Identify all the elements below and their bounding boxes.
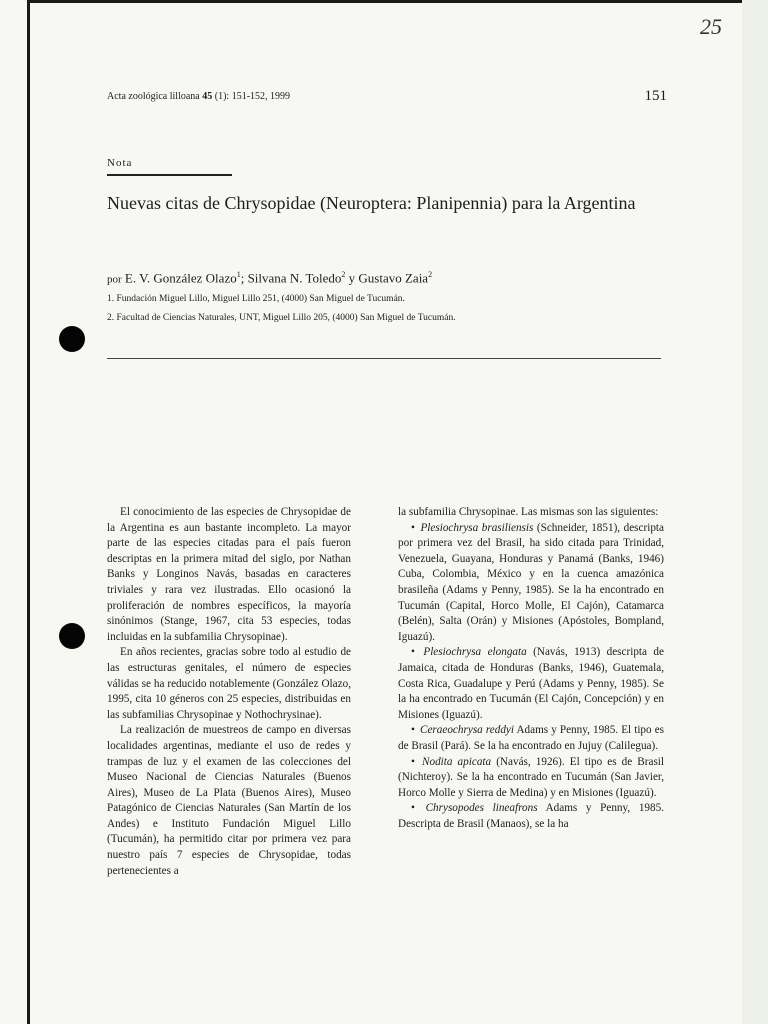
scan-right-margin	[742, 0, 768, 1024]
species-name: Plesiochrysa brasiliensis	[420, 521, 534, 534]
body-column-left	[107, 505, 351, 879]
section-label-underline	[107, 174, 232, 176]
author-line: por E. V. González Olazo$^1$; Silvana N. Toledo$^2$ y Gustavo Zaia$^2$	[107, 270, 433, 286]
affiliation-2: 2. Facultad de Ciencias Naturales, UNT, Miguel Lillo 205, (4000) San Miguel de Tucumán.	[107, 313, 456, 323]
journal-volume: 45	[202, 91, 213, 102]
species-entry: • Plesiochrysa brasiliensis (Schneider, 1851), descripta por primera vez del Brasil, ha sido citada para Trinidad, Venezuela, Guayana, Honduras y Panamá (Banks, 1946) Cuba, Colombia, México y en la cuenca amazónica brasileña (Adams y Penny, 1985). Se la ha encontrado en Tucumán (Capital, Horco Molle, El Cajón), Catamarca (Belén), Salta (Orán) y Misiones (Apóstoles, Bompland, Iguazú).	[398, 521, 665, 643]
journal-citation: Acta zoológica lilloana 45 (1): 151-152, 1999	[107, 91, 291, 102]
page-top-border	[27, 0, 743, 3]
author-2: ; Silvana N. Toledo	[240, 270, 342, 286]
punch-hole-upper	[59, 326, 85, 352]
body-column-right	[398, 505, 664, 832]
affiliation-1: 1. Fundación Miguel Lillo, Miguel Lillo 251, (4000) San Miguel de Tucumán.	[107, 294, 405, 304]
running-head	[107, 88, 667, 107]
species-entry: • Chrysopodes lineafrons Adams y Penny, 1985. Descripta de Brasil (Manaos), se la ha	[398, 802, 664, 830]
species-list-intro: la subfamilia Chrysopinae. Las mismas son las siguientes:	[398, 506, 659, 518]
header-separator-rule	[107, 358, 661, 359]
article-title: Nuevas citas de Chrysopidae (Neuroptera: Planipennia) para la Argentina	[107, 193, 636, 213]
body-paragraph: El conocimiento de las especies de Chrysopidae de la Argentina es aun bastante incompleto. La mayor parte de las especies citadas para el país fueron descriptas en la primera mitad del siglo, por Nathan Banks y Longinos Navás, basadas en caracteres triviales y rara vez ilustradas. Ello ocasionó la proliferación de nombres específicos, la mayoría sinónimos (Stange, 1967, cita 53 especies, todas incluidas en la subfamilia Chrysopinae).	[107, 506, 351, 643]
author-3: Gustavo Zaia	[358, 270, 429, 286]
punch-hole-lower	[59, 623, 85, 649]
handwritten-page-number: 25	[700, 14, 722, 39]
species-name: Chrysopodes lineafrons	[425, 802, 538, 815]
section-label: Nota	[107, 157, 133, 169]
page-left-border	[27, 0, 30, 1024]
species-name: Nodita apicata	[422, 755, 492, 768]
printed-page-number: 151	[644, 88, 667, 104]
species-entry: • Ceraeochrysa reddyi Adams y Penny, 1985. El tipo es de Brasil (Pará). Se la ha encontrado en Jujuy (Calilegua).	[398, 724, 665, 752]
species-name: Plesiochrysa elongata	[423, 646, 527, 659]
author-1: E. V. González Olazo	[124, 270, 237, 286]
species-entry: • Nodita apicata (Navás, 1926). El tipo es de Brasil (Nichteroy). Se la ha encontrado en Tucumán (San Javier, Horco Molle y Sierra de Medina) y en Misiones (Iguazú).	[398, 755, 665, 799]
body-paragraph: La realización de muestreos de campo en diversas localidades argentinas, mediante el uso de redes y trampas de luz y el examen de las colecciones del Museo Nacional de Ciencias Naturales (Buenos Aires), Museo de La Plata (Buenos Aires), Museo Patagónico de Ciencias Naturales (San Martín de los Andes) e Instituto Fundación Miguel Lillo (Tucumán), ha permitido citar por primera vez para nuestro país 7 especies de Chrysopidae, todas pertenecientes a	[107, 724, 351, 877]
species-entry: • Plesiochrysa elongata (Navás, 1913) descripta de Jamaica, citada de Honduras (Banks, 1946), Guatemala, Costa Rica, Guadalupe y Perú (Adams y Penny, 1985). Se la ha encontrado en Tucumán (El Cajón, Concepción) y en Misiones (Iguazú).	[398, 646, 664, 721]
species-name: Ceraeochrysa reddyi	[420, 724, 514, 737]
body-paragraph: En años recientes, gracias sobre todo al estudio de las estructuras genitales, el número de especies válidas se ha reducido notablemente (González Olazo, 1995, cita 10 géneros con 25 especies, distribuidas en las subfamilias Chrysopinae y Nothochrysinae).	[107, 646, 351, 721]
